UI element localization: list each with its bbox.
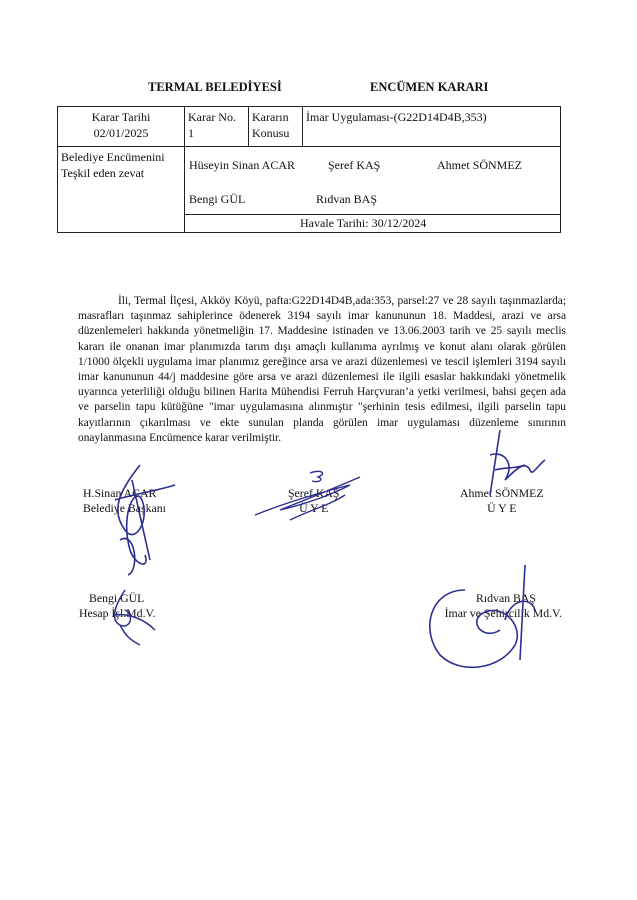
committee-members-cell: [185, 147, 561, 215]
signature-block-kas: [288, 486, 339, 516]
signature-block-bas: [432, 591, 562, 621]
subject-label-line2: Konusu: [252, 126, 290, 140]
committee-label-line1: Belediye Encümenini: [61, 150, 165, 164]
committee-label-line2: Teşkil eden zevat: [61, 166, 145, 180]
signature-block-sonmez: [460, 486, 544, 516]
signatory-name: Ahmet SÖNMEZ: [460, 486, 544, 500]
signatory-title: İmar ve Şehircilik Md.V.: [444, 606, 562, 620]
member-name: Bengi GÜL: [189, 192, 246, 206]
decision-date-label: Karar Tarihi: [91, 110, 151, 124]
member-name: Rıdvan BAŞ: [316, 192, 378, 206]
signature-block-gul: [79, 591, 155, 621]
signature-block-acar: [83, 486, 166, 516]
signatory-title: Ü Y E: [299, 501, 329, 515]
signatory-title: Belediye Başkanı: [83, 501, 166, 515]
decision-no: 1: [188, 126, 194, 140]
decision-date: 02/01/2025: [93, 126, 149, 140]
decision-text: İli, Termal İlçesi, Akköy Köyü, pafta:G22D14D4B,ada:353, parsel:27 ve 28 sayılı taşınmazlarda; masrafları taşınmaz sahiplerince ödenerek 3194 sayılı imar kanununun 18. Maddesi, arazi ve arsa düzenlemeleri hakkında yönetmeliğin 17. Maddesine istinaden ve 13.06.2003 tarih ve 25 sayılı meclis kararı ile onanan imar planımızda tarım dışı amaçlı kullanıma ayrılmış ve konut alanı olarak görülen 1/1000 ölçekli uygulama imar planımız gereğince arsa ve arazi düzenlemesi ve tescil işlemleri 3194 sayılı imar kanununun 44/j maddesine göre arsa ve arazi düzenlemesi ile ilgili esaslar hakkındaki yönetmelik uyarınca yeterliliği olduğu bilinen Harita Mühendisi Ferruh Harçvuran’a yetki verilmesi, bahsi geçen ada ve parselin tapu kütüğüne "imar uygulamasına alınmıştır "şerhinin tesis edilmesi, ilgili parselin tapu kayıtlarının çıkarılması ve ekte sunulan planda görülen imar uygulaması düzenleme sınırının onaylanmasına Encümence karar verilmiştir.: [78, 295, 566, 444]
subject-label-cell: [249, 107, 303, 147]
document-type-title: ENCÜMEN KARARI: [370, 80, 489, 94]
handwritten-signature-acar: [80, 460, 190, 580]
referral-date-cell: [185, 215, 561, 233]
subject: İmar Uygulaması-(G22D14D4B,353): [306, 110, 487, 124]
member-name: Şeref KAŞ: [328, 158, 381, 172]
referral-date: Havale Tarihi: 30/12/2024: [300, 216, 427, 230]
member-name: Hüseyin Sinan ACAR: [189, 158, 296, 172]
subject-label-line1: Kararın: [252, 110, 289, 124]
signatory-name: Şeref KAŞ: [288, 486, 340, 500]
institution-title: TERMAL BELEDİYESİ: [148, 80, 282, 94]
signatory-title: Ü Y E: [487, 501, 517, 515]
decision-body: [78, 294, 566, 446]
signatory-name: H.Sinan ACAR: [83, 486, 157, 500]
subject-cell: [303, 107, 561, 147]
signatory-name: Bengi GÜL: [89, 591, 145, 605]
member-name: Ahmet SÖNMEZ: [437, 158, 522, 172]
committee-label-cell: [58, 147, 185, 233]
decision-date-cell: [58, 107, 185, 147]
decision-info-table: [57, 106, 561, 233]
signatory-title: Hesap İşl.Md.V.: [79, 606, 156, 620]
decision-no-cell: [185, 107, 249, 147]
signatory-name: Rıdvan BAŞ: [476, 591, 536, 605]
decision-no-label: Karar No.: [188, 110, 236, 124]
